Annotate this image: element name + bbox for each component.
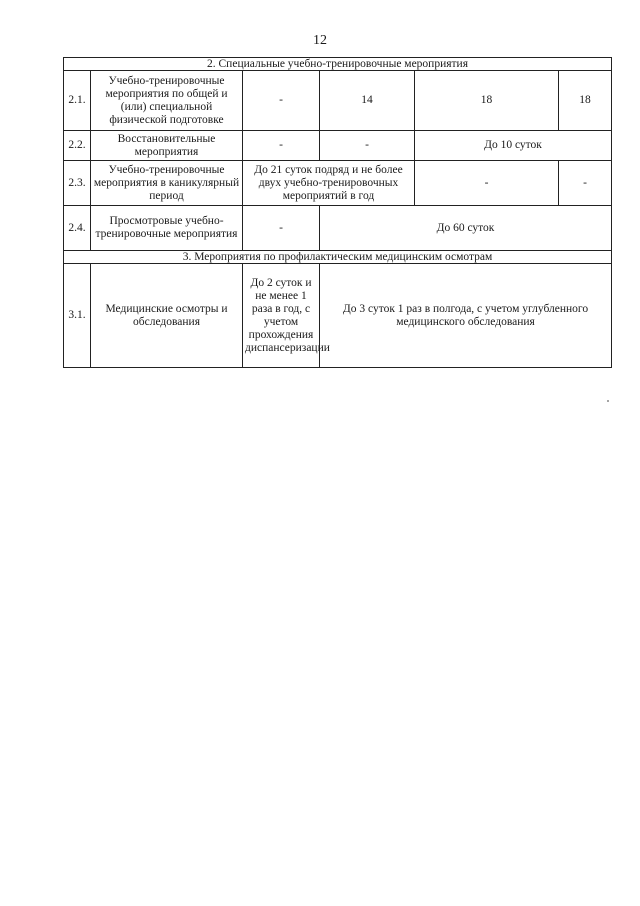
row-number: 2.3. xyxy=(64,161,91,206)
training-events-table xyxy=(63,57,612,368)
value-cell: 14 xyxy=(320,71,415,131)
value-cell: - xyxy=(243,131,320,161)
section-title: 3. Мероприятия по профилактическим медицинским осмотрам xyxy=(64,251,612,264)
value-cell-merged: До 3 суток 1 раз в полгода, с учетом углубленного медицинского обследования xyxy=(320,264,612,368)
value-cell: - xyxy=(243,71,320,131)
table-row xyxy=(64,264,612,368)
value-cell: До 2 суток и не менее 1 раза в год, с учетом прохождения диспансеризации xyxy=(243,264,320,368)
row-number: 2.2. xyxy=(64,131,91,161)
value-cell: - xyxy=(559,161,612,206)
row-number: 2.4. xyxy=(64,206,91,251)
value-cell: 18 xyxy=(415,71,559,131)
event-name: Медицинские осмотры и обследования xyxy=(91,264,243,368)
event-name: Просмотровые учебно-тренировочные мероприятия xyxy=(91,206,243,251)
row-number: 3.1. xyxy=(64,264,91,368)
scan-speck xyxy=(607,400,609,402)
value-cell: - xyxy=(320,131,415,161)
event-name: Учебно-тренировочные мероприятия в каникулярный период xyxy=(91,161,243,206)
table-row xyxy=(64,131,612,161)
value-cell: 18 xyxy=(559,71,612,131)
value-cell-merged: До 21 суток подряд и не более двух учебно-тренировочных мероприятий в год xyxy=(243,161,415,206)
row-number: 2.1. xyxy=(64,71,91,131)
event-name: Восстановительные мероприятия xyxy=(91,131,243,161)
value-cell: - xyxy=(415,161,559,206)
event-name: Учебно-тренировочные мероприятия по общей и (или) специальной физической подготовке xyxy=(91,71,243,131)
section-title: 2. Специальные учебно-тренировочные мероприятия xyxy=(64,58,612,71)
value-cell-merged: До 10 суток xyxy=(415,131,612,161)
section-header-row xyxy=(64,58,612,71)
value-cell: - xyxy=(243,206,320,251)
value-cell-merged: До 60 суток xyxy=(320,206,612,251)
table-row xyxy=(64,71,612,131)
table-row xyxy=(64,206,612,251)
section-header-row xyxy=(64,251,612,264)
page-number: 12 xyxy=(313,33,327,48)
table-row xyxy=(64,161,612,206)
